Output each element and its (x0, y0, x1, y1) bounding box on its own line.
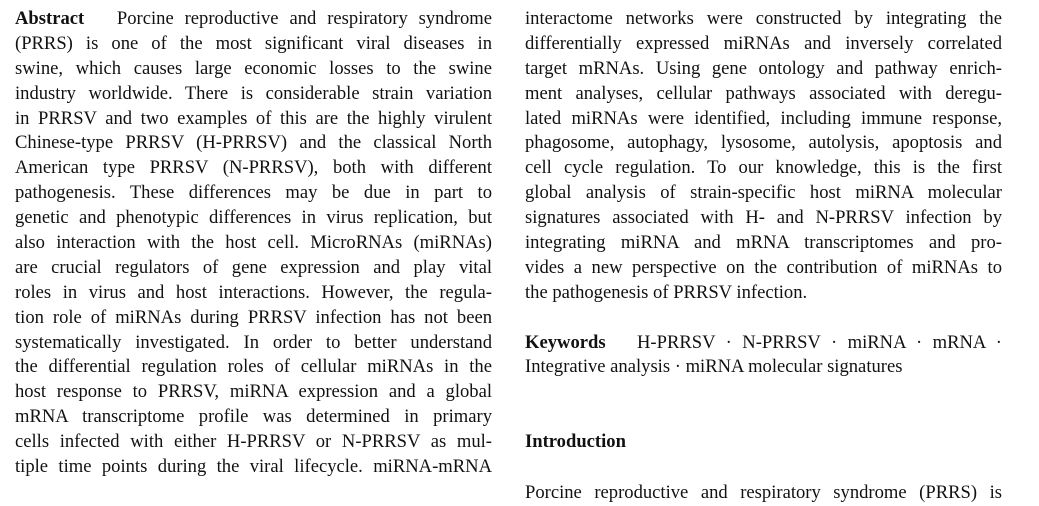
abstract-line: global analysis of strain-specific host miRNA molecular (525, 182, 1002, 204)
abstract-line: systematically investigated. In order to better understand (15, 331, 492, 353)
abstract-line: genetic and phenotypic differences in virus replication, but (15, 207, 492, 229)
abstract-line: mRNA transcriptome profile was determined in primary (15, 406, 492, 428)
abstract-line: swine, which causes large economic losses to the swine (15, 57, 492, 79)
abstract-line (15, 7, 492, 32)
abstract-column-left (15, 7, 492, 480)
abstract-line: vides a new perspective on the contribution of miRNAs to (525, 256, 1002, 278)
abstract-line: differentially expressed miRNAs and inversely correlated (525, 32, 1002, 54)
abstract-line: (PRRS) is one of the most significant viral diseases in (15, 32, 492, 54)
abstract-line: are crucial regulators of gene expression and play vital (15, 256, 492, 278)
keywords-heading: Keywords (525, 331, 606, 353)
spacer (525, 380, 1002, 430)
keywords-line (525, 331, 1002, 356)
abstract-line: interactome networks were constructed by integrating the (525, 8, 1002, 29)
abstract-line: tion role of miRNAs during PRRSV infection has not been (15, 306, 492, 328)
abstract-line: phagosome, autophagy, lysosome, autolysis, apoptosis and (525, 132, 1002, 154)
abstract-line: industry worldwide. There is considerable strain variation (15, 82, 492, 104)
abstract-line: also interaction with the host cell. MicroRNAs (miRNAs) (15, 232, 492, 254)
keywords-list: H-PRRSV · N-PRRSV · miRNA · mRNA · (636, 331, 1002, 353)
abstract-line: integrating miRNA and mRNA transcriptomes and pro- (525, 232, 1002, 254)
abstract-column-right (525, 7, 1002, 455)
abstract-line: tiple time points during the viral lifecycle. miRNA-mRNA (15, 456, 492, 478)
abstract-line: the pathogenesis of PRRSV infection. (525, 281, 808, 303)
abstract-line: ment analyses, cellular pathways associated with deregu- (525, 82, 1002, 104)
abstract-first-line-text: Porcine reproductive and respiratory syndrome (116, 8, 492, 29)
abstract-line: cells infected with either H-PRRSV or N-PRRSV as mul- (15, 431, 492, 453)
abstract-line: host response to PRRSV, miRNA expression and a global (15, 381, 492, 403)
abstract-line: lated miRNAs were identified, including immune response, (525, 107, 1002, 129)
abstract-line: roles in virus and host interactions. However, the regula- (15, 281, 492, 303)
abstract-line: pathogenesis. These differences may be due in part to (15, 182, 492, 204)
abstract-line: Chinese-type PRRSV (H-PRRSV) and the classical North (15, 132, 492, 154)
abstract-line: American type PRRSV (N-PRRSV), both with different (15, 157, 492, 179)
abstract-line: in PRRSV and two examples of this are the highly virulent (15, 107, 492, 129)
abstract-line: cell cycle regulation. To our knowledge, this is the first (525, 157, 1002, 179)
keywords-line: Integrative analysis · miRNA molecular signatures (525, 356, 903, 378)
abstract-line: target mRNAs. Using gene ontology and pathway enrich- (525, 57, 1002, 79)
introduction-first-line: Porcine reproductive and respiratory syndrome (PRRS) is (525, 482, 1002, 503)
abstract-line: the differential regulation roles of cellular miRNAs in the (15, 356, 492, 378)
spacer (525, 306, 1002, 331)
abstract-line: signatures associated with H- and N-PRRSV infection by (525, 207, 1002, 229)
section-heading-introduction: Introduction (525, 431, 626, 453)
abstract-heading: Abstract (15, 8, 85, 29)
